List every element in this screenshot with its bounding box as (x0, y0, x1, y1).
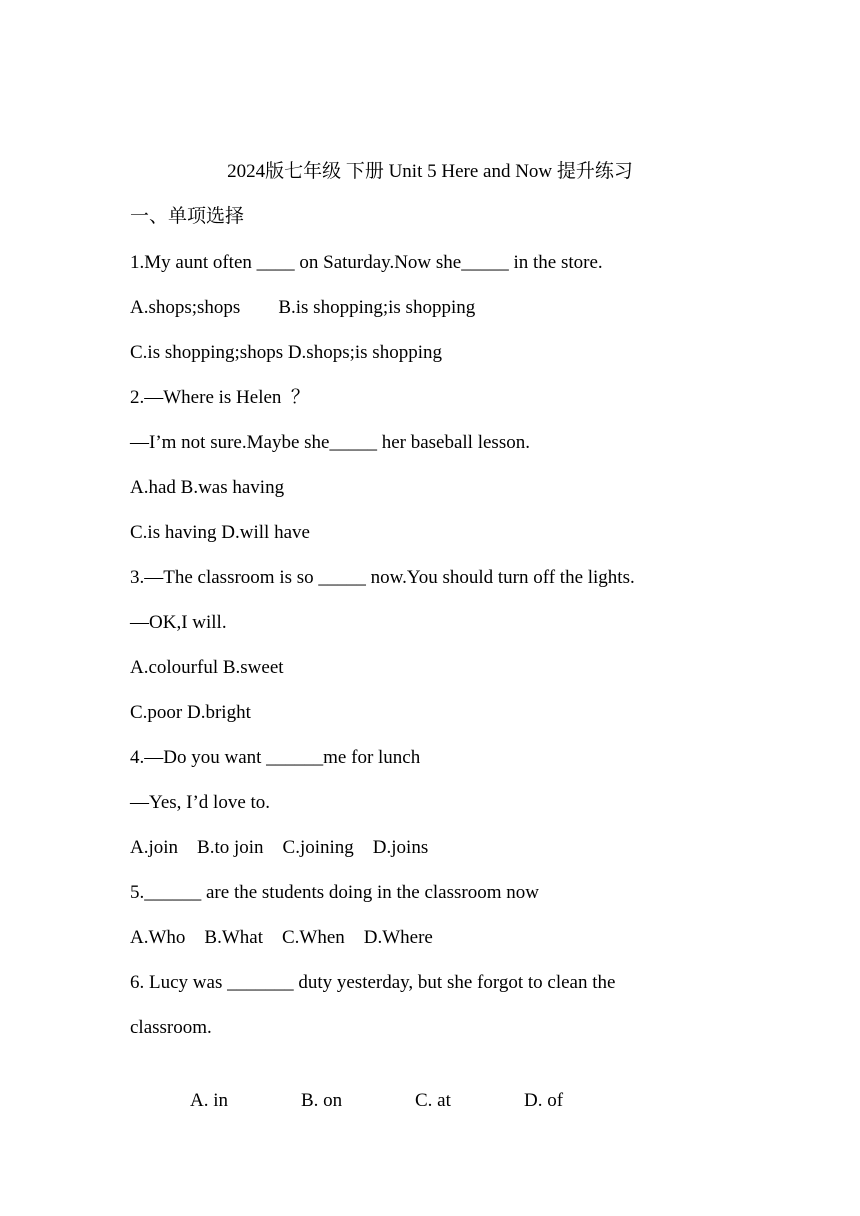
question-3-response: —OK,I will. (130, 612, 227, 633)
question-1-stem: 1.My aunt often ____ on Saturday.Now she_____ in the store. (130, 252, 603, 273)
question-3-options-c-d: C.poor D.bright (130, 702, 251, 723)
question-6-option-a: A. in (190, 1090, 228, 1111)
question-2-stem: 2.—Where is Helen ？ (130, 387, 310, 408)
question-6-options (171, 1059, 563, 1143)
question-6-stem-line-1: 6. Lucy was _______ duty yesterday, but she forgot to clean the (130, 972, 616, 993)
question-4-stem: 4.—Do you want ______me for lunch (130, 747, 421, 768)
question-1-options-a-b: A.shops;shops B.is shopping;is shopping (130, 297, 476, 318)
question-4-response: —Yes, I’d love to. (130, 792, 271, 813)
question-5-stem: 5.______ are the students doing in the classroom now (130, 882, 539, 903)
section-heading: 一、单项选择 (130, 206, 245, 227)
question-4-options: A.join B.to join C.joining D.joins (130, 837, 429, 858)
question-5-options: A.Who B.What C.When D.Where (130, 927, 433, 948)
question-1-options-c-d: C.is shopping;shops D.shops;is shopping (130, 342, 442, 363)
question-3-stem: 3.—The classroom is so _____ now.You should turn off the lights. (130, 567, 635, 588)
question-2-response: —I’m not sure.Maybe she_____ her baseball lesson. (130, 432, 530, 453)
question-6-option-b: B. on (301, 1090, 343, 1111)
question-6-stem-line-2: classroom. (130, 1017, 212, 1038)
document-title: 2024版七年级 下册 Unit 5 Here and Now 提升练习 (227, 161, 633, 182)
question-6-option-d: D. of (524, 1090, 564, 1111)
question-3-options-a-b: A.colourful B.sweet (130, 657, 284, 678)
question-2-options-c-d: C.is having D.will have (130, 522, 310, 543)
question-6-option-c: C. at (415, 1090, 451, 1111)
question-2-options-a-b: A.had B.was having (130, 477, 285, 498)
